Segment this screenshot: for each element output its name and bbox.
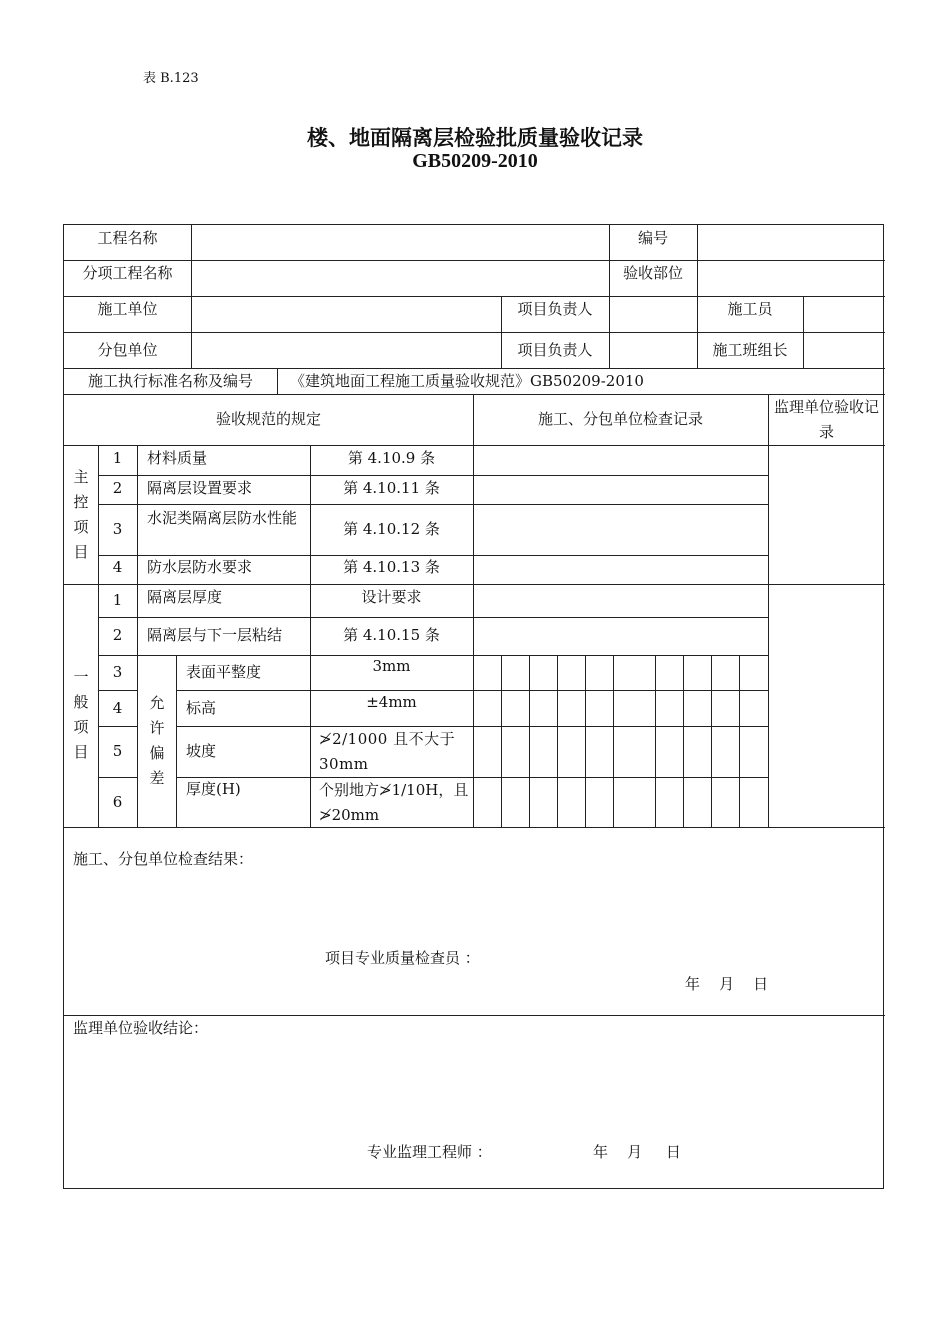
- col-divider: [768, 394, 769, 827]
- row-divider: [98, 777, 137, 778]
- check-record-header: 施工、分包单位检查记录: [537, 410, 703, 428]
- form-number: 表 B.123: [143, 71, 199, 86]
- acceptance-part-label: 验收部位: [622, 264, 683, 282]
- general-item-no: 6: [112, 793, 123, 811]
- general-item-no: 4: [112, 699, 123, 717]
- standard-label: 施工执行标准名称及编号: [87, 372, 253, 390]
- page-title: 楼、地面隔离层检验批质量验收记录: [307, 126, 643, 150]
- general-label: 一般项目: [73, 668, 89, 761]
- row-divider: [176, 777, 768, 778]
- col-divider: [176, 655, 177, 827]
- col-divider: [803, 296, 804, 368]
- standard-code: GB50209-2010: [412, 150, 538, 172]
- general-item-clause: 个别地方≯1/10H，且≯20mm: [319, 781, 469, 824]
- col-divider: [609, 296, 610, 368]
- general-item-clause: 设计要求: [361, 588, 422, 606]
- row-divider: [64, 332, 885, 333]
- supervision-conclusion-label: 监理单位验收结论：: [73, 1019, 209, 1037]
- main-item-no: 2: [112, 479, 123, 497]
- grid-divider: [613, 655, 614, 827]
- main-item-no: 1: [112, 449, 123, 467]
- general-item-clause: ≯2/1000 且不大于30mm: [319, 730, 456, 773]
- main-item-no: 3: [112, 520, 123, 538]
- grid-divider: [711, 655, 712, 827]
- main-item-clause: 第 4.10.9 条: [347, 449, 436, 467]
- quality-inspector-label: 项目专业质量检查员 ：: [325, 949, 480, 967]
- grid-divider: [585, 655, 586, 827]
- sub-project-label: 分项工程名称: [82, 264, 173, 282]
- row-divider: [98, 475, 768, 476]
- check-result-label: 施工、分包单位检查结果：: [73, 850, 254, 868]
- spec-header: 验收规范的规定: [215, 410, 321, 428]
- main-item-clause: 第 4.10.11 条: [343, 479, 440, 497]
- grid-divider: [655, 655, 656, 827]
- grid-divider: [739, 655, 740, 827]
- main-item-no: 4: [112, 558, 123, 576]
- col-divider: [191, 225, 192, 368]
- inspection-form-table: [63, 224, 884, 1189]
- general-item-name: 表面平整度: [186, 663, 262, 681]
- row-divider: [64, 394, 885, 395]
- general-item-name: 隔离层厚度: [147, 588, 223, 606]
- general-item-clause: 3mm: [372, 657, 411, 675]
- col-divider: [473, 394, 474, 827]
- result-date: 年 月 日: [685, 975, 769, 993]
- project-leader-label: 项目负责人: [517, 300, 593, 318]
- general-item-name: 标高: [186, 699, 217, 717]
- row-divider: [64, 827, 885, 828]
- supervision-header: 监理单位验收记录: [773, 398, 879, 441]
- row-divider: [64, 368, 885, 369]
- deviation-label: 允许偏差: [149, 694, 165, 787]
- row-divider: [64, 260, 885, 261]
- row-divider: [98, 726, 137, 727]
- conclusion-date: 年 月 日: [593, 1143, 681, 1161]
- row-divider: [64, 296, 885, 297]
- team-leader-label: 施工班组长: [712, 341, 788, 359]
- main-item-name: 材料质量: [147, 449, 208, 467]
- row-divider: [64, 445, 885, 446]
- grid-divider: [557, 655, 558, 827]
- subcontract-unit-label: 分包单位: [97, 341, 158, 359]
- row-divider: [176, 726, 768, 727]
- standard-value: 《建筑地面工程施工质量验收规范》GB50209-2010: [290, 372, 644, 390]
- row-divider: [64, 1015, 885, 1016]
- main-control-label: 主控项目: [73, 468, 89, 561]
- construction-unit-label: 施工单位: [97, 300, 158, 318]
- supervising-engineer-label: 专业监理工程师 ：: [367, 1143, 492, 1161]
- col-divider: [137, 445, 138, 827]
- general-item-name: 隔离层与下一层粘结: [147, 626, 283, 644]
- grid-divider: [529, 655, 530, 827]
- constructor-label: 施工员: [727, 300, 773, 318]
- col-divider: [277, 368, 278, 394]
- general-item-no: 3: [112, 663, 123, 681]
- grid-divider: [683, 655, 684, 827]
- main-item-name: 防水层防水要求: [147, 558, 253, 576]
- project-leader-label-2: 项目负责人: [517, 341, 593, 359]
- general-item-no: 2: [112, 626, 123, 644]
- project-name-label: 工程名称: [97, 229, 158, 247]
- row-divider: [98, 690, 137, 691]
- general-item-no: 1: [112, 591, 123, 609]
- row-divider: [98, 617, 768, 618]
- grid-divider: [501, 655, 502, 827]
- main-item-name: 水泥类隔离层防水性能: [147, 509, 298, 527]
- main-item-clause: 第 4.10.13 条: [343, 558, 440, 576]
- general-item-name: 厚度(H): [186, 780, 241, 798]
- general-item-clause: 第 4.10.15 条: [343, 626, 440, 644]
- main-item-name: 隔离层设置要求: [147, 479, 253, 497]
- general-item-clause: ±4mm: [366, 693, 417, 711]
- row-divider: [64, 584, 885, 585]
- number-label: 编号: [637, 229, 668, 247]
- main-item-clause: 第 4.10.12 条: [343, 520, 440, 538]
- general-item-name: 坡度: [186, 742, 217, 760]
- row-divider: [98, 504, 768, 505]
- general-item-no: 5: [112, 742, 123, 760]
